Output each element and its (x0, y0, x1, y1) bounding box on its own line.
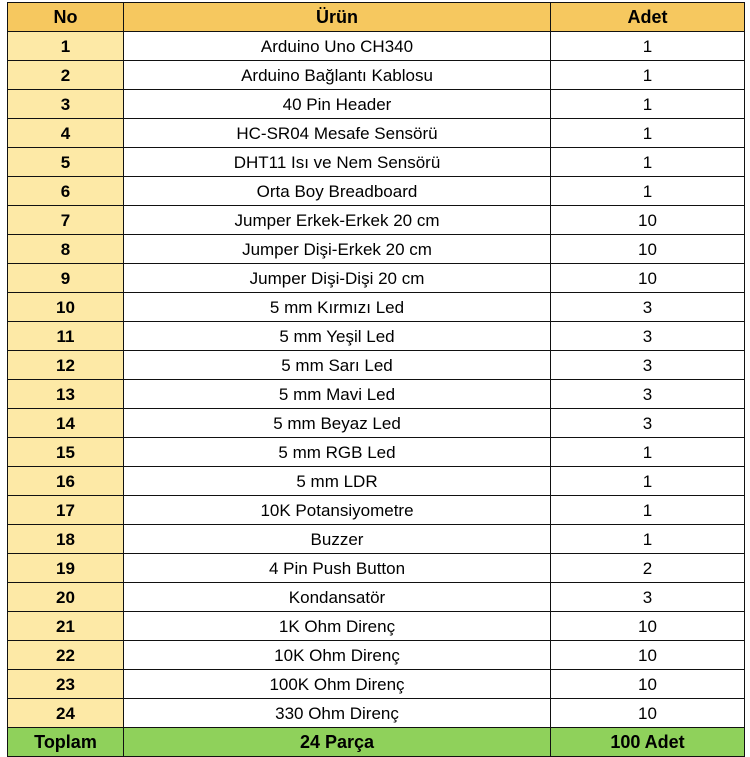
product-name: 5 mm Yeşil Led (124, 322, 551, 351)
table-row (8, 206, 745, 235)
product-name: Buzzer (124, 525, 551, 554)
row-number: 24 (8, 699, 124, 728)
product-name: 5 mm LDR (124, 467, 551, 496)
table-row (8, 148, 745, 177)
table-row (8, 438, 745, 467)
product-name: 10K Potansiyometre (124, 496, 551, 525)
row-number: 9 (8, 264, 124, 293)
table-row (8, 264, 745, 293)
table-row (8, 612, 745, 641)
product-quantity: 1 (551, 119, 745, 148)
row-number: 5 (8, 148, 124, 177)
table-row (8, 235, 745, 264)
header-product: Ürün (124, 3, 551, 32)
row-number: 11 (8, 322, 124, 351)
total-row (8, 728, 745, 757)
parts-list-table (7, 2, 745, 757)
table-row (8, 467, 745, 496)
header-qty: Adet (551, 3, 745, 32)
product-name: Jumper Dişi-Erkek 20 cm (124, 235, 551, 264)
product-name: 4 Pin Push Button (124, 554, 551, 583)
table-body (8, 32, 745, 728)
product-quantity: 3 (551, 409, 745, 438)
table-row (8, 554, 745, 583)
product-quantity: 10 (551, 235, 745, 264)
product-quantity: 1 (551, 496, 745, 525)
row-number: 21 (8, 612, 124, 641)
row-number: 16 (8, 467, 124, 496)
row-number: 15 (8, 438, 124, 467)
product-name: 5 mm Beyaz Led (124, 409, 551, 438)
product-quantity: 3 (551, 351, 745, 380)
product-name: Orta Boy Breadboard (124, 177, 551, 206)
total-parts: 24 Parça (124, 728, 551, 757)
product-name: 330 Ohm Direnç (124, 699, 551, 728)
product-quantity: 1 (551, 61, 745, 90)
table-row (8, 641, 745, 670)
table-row (8, 699, 745, 728)
table-row (8, 496, 745, 525)
product-quantity: 10 (551, 641, 745, 670)
product-quantity: 3 (551, 293, 745, 322)
product-name: 10K Ohm Direnç (124, 641, 551, 670)
product-quantity: 1 (551, 177, 745, 206)
product-quantity: 3 (551, 322, 745, 351)
product-name: Jumper Erkek-Erkek 20 cm (124, 206, 551, 235)
table-row (8, 380, 745, 409)
header-no: No (8, 3, 124, 32)
row-number: 1 (8, 32, 124, 61)
product-quantity: 10 (551, 670, 745, 699)
row-number: 12 (8, 351, 124, 380)
product-quantity: 1 (551, 525, 745, 554)
total-quantity: 100 Adet (551, 728, 745, 757)
product-quantity: 2 (551, 554, 745, 583)
row-number: 22 (8, 641, 124, 670)
row-number: 3 (8, 90, 124, 119)
product-name: Kondansatör (124, 583, 551, 612)
total-label: Toplam (8, 728, 124, 757)
row-number: 19 (8, 554, 124, 583)
product-quantity: 3 (551, 380, 745, 409)
row-number: 4 (8, 119, 124, 148)
product-name: 5 mm RGB Led (124, 438, 551, 467)
row-number: 6 (8, 177, 124, 206)
product-quantity: 1 (551, 148, 745, 177)
product-quantity: 10 (551, 206, 745, 235)
row-number: 20 (8, 583, 124, 612)
product-name: DHT11 Isı ve Nem Sensörü (124, 148, 551, 177)
product-quantity: 10 (551, 612, 745, 641)
product-quantity: 1 (551, 32, 745, 61)
row-number: 2 (8, 61, 124, 90)
table-row (8, 293, 745, 322)
table-row (8, 583, 745, 612)
table-row (8, 409, 745, 438)
row-number: 13 (8, 380, 124, 409)
table-row (8, 670, 745, 699)
row-number: 18 (8, 525, 124, 554)
table-row (8, 32, 745, 61)
product-quantity: 1 (551, 90, 745, 119)
row-number: 8 (8, 235, 124, 264)
product-name: 1K Ohm Direnç (124, 612, 551, 641)
product-quantity: 1 (551, 438, 745, 467)
row-number: 10 (8, 293, 124, 322)
table-row (8, 322, 745, 351)
product-name: Arduino Bağlantı Kablosu (124, 61, 551, 90)
table-row (8, 90, 745, 119)
table-row (8, 61, 745, 90)
product-quantity: 10 (551, 264, 745, 293)
product-name: Arduino Uno CH340 (124, 32, 551, 61)
table-row (8, 351, 745, 380)
product-name: 5 mm Mavi Led (124, 380, 551, 409)
product-quantity: 3 (551, 583, 745, 612)
product-quantity: 1 (551, 467, 745, 496)
table-row (8, 119, 745, 148)
product-name: 5 mm Kırmızı Led (124, 293, 551, 322)
product-name: 5 mm Sarı Led (124, 351, 551, 380)
product-name: 100K Ohm Direnç (124, 670, 551, 699)
row-number: 17 (8, 496, 124, 525)
product-name: Jumper Dişi-Dişi 20 cm (124, 264, 551, 293)
table-row (8, 177, 745, 206)
table-row (8, 525, 745, 554)
header-row (8, 3, 745, 32)
row-number: 14 (8, 409, 124, 438)
row-number: 7 (8, 206, 124, 235)
product-name: 40 Pin Header (124, 90, 551, 119)
row-number: 23 (8, 670, 124, 699)
product-name: HC-SR04 Mesafe Sensörü (124, 119, 551, 148)
product-quantity: 10 (551, 699, 745, 728)
